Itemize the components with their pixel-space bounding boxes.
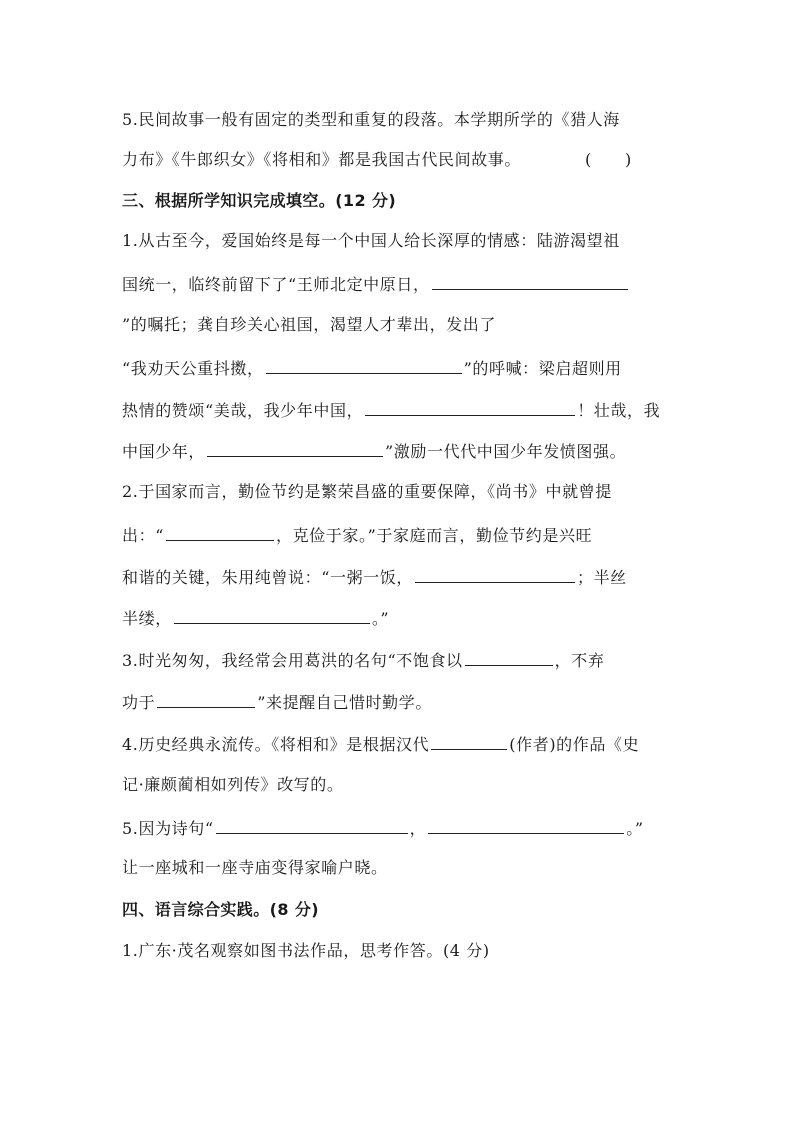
text: 热情的赞颂“美哉，我少年中国， <box>122 401 364 420</box>
text: ！壮哉，我 <box>577 401 661 420</box>
text: ”激励一代代中国少年发愤图强。 <box>385 442 627 461</box>
text: 半缕， <box>122 609 172 628</box>
fill-4-line-2 <box>122 773 682 797</box>
text: 和谐的关键，朱用纯曾说：“一粥一饭， <box>122 568 413 587</box>
text: 记·廉颇蔺相如列传》改写的。 <box>122 775 344 794</box>
text: ”的嘱托；龚自珍关心祖国，渴望人才辈出，发出了 <box>122 315 496 334</box>
text: 四、语言综合实践。(8 分) <box>122 900 319 919</box>
text: 5.因为诗句“ <box>122 819 214 838</box>
fill-1-line-5 <box>122 397 682 423</box>
text: ，不弃 <box>554 651 605 670</box>
text: (作者)的作品《史 <box>509 735 640 754</box>
question-5-line-1 <box>122 108 682 132</box>
section-4-heading <box>122 898 682 922</box>
answer-blank[interactable] <box>415 564 575 583</box>
text: ”来提醒自己惜时勤学。 <box>257 693 432 712</box>
text: 力布》《牛郎织女》《将相和》都是我国古代民间故事。 <box>122 150 522 169</box>
text: 三、根据所学知识完成填空。(12 分) <box>122 191 397 210</box>
text: 。” <box>626 819 644 838</box>
fill-2-line-2 <box>122 522 682 548</box>
fill-1-line-4 <box>122 355 682 381</box>
text: 国统一，临终前留下了“王师北定中原日， <box>122 275 430 294</box>
answer-blank[interactable] <box>216 815 408 834</box>
text: 让一座城和一座寺庙变得家喻户晓。 <box>122 858 388 877</box>
fill-1-line-6 <box>122 438 682 464</box>
fill-1-line-1 <box>122 229 682 253</box>
answer-blank[interactable] <box>174 605 370 624</box>
text: ， <box>409 819 427 838</box>
text: 5.民间故事一般有固定的类型和重复的段落。本学期所学的《猎人海 <box>122 110 620 129</box>
answer-parentheses[interactable]: ( ) <box>585 150 632 169</box>
fill-3-line-1 <box>122 647 682 673</box>
practice-1-line <box>122 939 682 963</box>
fill-2-line-1 <box>122 480 682 504</box>
answer-blank[interactable] <box>365 397 575 416</box>
fill-2-line-3 <box>122 564 682 590</box>
text: 。” <box>371 609 390 628</box>
answer-blank[interactable] <box>432 271 628 290</box>
text: ”的呼喊：梁启超则用 <box>463 359 622 378</box>
fill-1-line-2 <box>122 271 682 297</box>
fill-1-line-3 <box>122 313 682 337</box>
answer-blank[interactable] <box>166 522 274 541</box>
text: 4.历史经典永流传。《将相和》是根据汉代 <box>122 735 430 754</box>
answer-blank[interactable] <box>266 355 462 374</box>
section-3-heading <box>122 189 682 213</box>
text: 中国少年， <box>122 442 206 461</box>
text: 2.于国家而言，勤俭节约是繁荣昌盛的重要保障，《尚书》中就曾提 <box>122 482 612 501</box>
answer-blank[interactable] <box>431 731 507 750</box>
fill-5-line-2 <box>122 856 682 880</box>
text: 出：“ <box>122 526 164 545</box>
text: 3.时光匆匆，我经常会用葛洪的名句“不饱食以 <box>122 651 463 670</box>
text: 1.从古至今，爱国始终是每一个中国人给长深厚的情感：陆游渴望祖 <box>122 231 620 250</box>
fill-3-line-2 <box>122 689 682 715</box>
text: ；半丝 <box>576 568 627 587</box>
fill-5-line-1 <box>122 815 682 841</box>
question-5-line-2 <box>122 148 682 172</box>
text: 1.广东·茂名观察如图书法作品，思考作答。(4 分) <box>122 941 490 960</box>
answer-blank[interactable] <box>207 438 383 457</box>
text: 功于 <box>122 693 156 712</box>
answer-blank[interactable] <box>465 647 553 666</box>
fill-4-line-1 <box>122 731 682 757</box>
answer-blank[interactable] <box>428 815 624 834</box>
text: ，克俭于家。”于家庭而言，勤俭节约是兴旺 <box>275 526 593 545</box>
text: “我劝天公重抖擞， <box>122 359 264 378</box>
answer-blank[interactable] <box>157 689 255 708</box>
fill-2-line-4 <box>122 605 682 631</box>
